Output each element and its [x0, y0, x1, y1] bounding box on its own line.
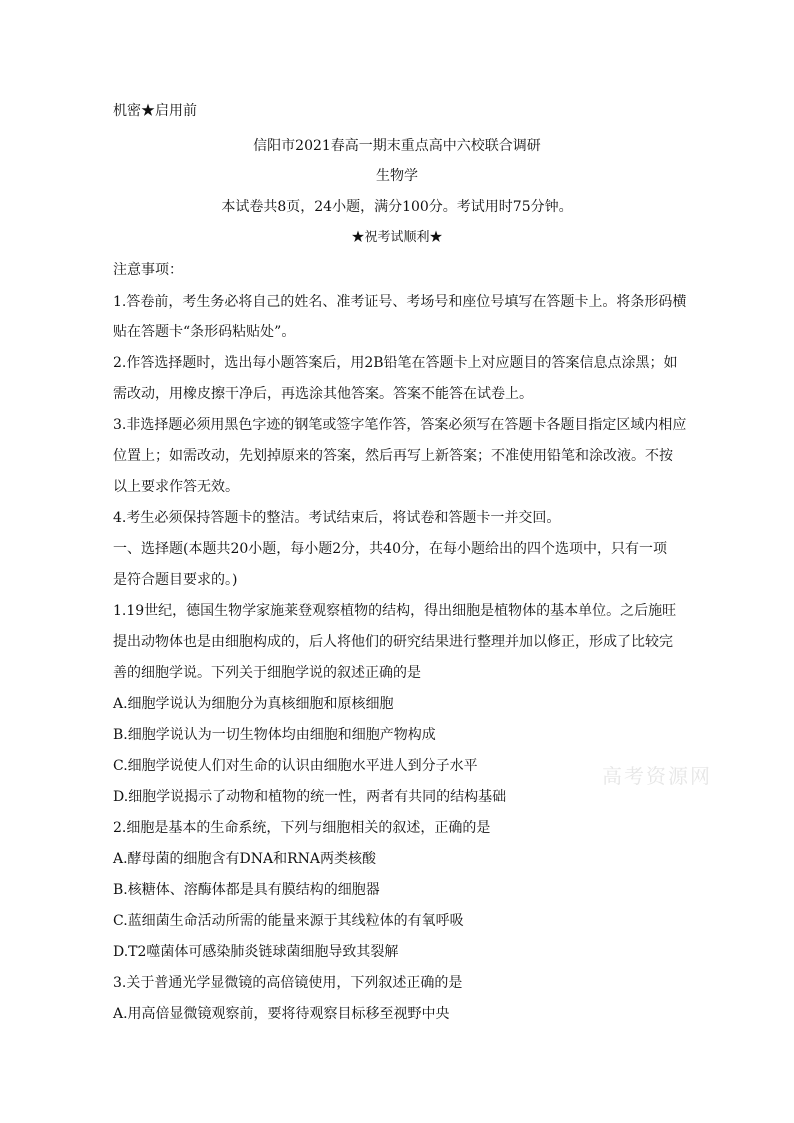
question-2-option-d: D.T2噬菌体可感染肺炎链球菌细胞导致其裂解	[113, 944, 399, 960]
question-3-option-a: A.用高倍显微镜观察前，要将待观察目标移至视野中央	[113, 1006, 450, 1022]
notice-line: 3.非选择题必须用黑色字迹的钢笔或签字笔作答，答案必须写在答题卡各题目指定区域内相应	[113, 417, 687, 433]
notice-line: 以上要求作答无效。	[113, 479, 239, 495]
confidential-label: 机密★启用前	[113, 103, 197, 119]
subject-title: 生物学	[376, 168, 418, 184]
exam-info: 本试卷共8页，24小题，满分100分。考试用时75分钟。	[221, 199, 573, 215]
question-1-option-a: A.细胞学说认为细胞分为真核细胞和原核细胞	[113, 696, 394, 712]
exam-title: 信阳市2021春高一期末重点高中六校联合调研	[253, 138, 541, 154]
question-1-option-d: D.细胞学说揭示了动物和植物的统一性，两者有共同的结构基础	[113, 789, 507, 805]
question-1-option-c: C.细胞学说使人们对生命的认识由细胞水平进人到分子水平	[113, 758, 478, 774]
notice-heading: 注意事项：	[113, 262, 183, 278]
question-2-option-b: B.核糖体、溶酶体都是具有膜结构的细胞器	[113, 882, 380, 898]
notice-line: 位置上；如需改动，先划掉原来的答案，然后再写上新答案；不准使用铅笔和涂改液。不按	[113, 448, 673, 464]
watermark: 高考资源网	[602, 764, 712, 788]
question-3-stem: 3.关于普通光学显微镜的高倍镜使用，下列叙述正确的是	[113, 975, 463, 991]
notice-line: 贴在答题卡“条形码粘贴处”。	[113, 324, 296, 340]
question-1-stem: 提出动物体也是由细胞构成的，后人将他们的研究结果进行整理并加以修正，形成了比较完	[113, 634, 673, 650]
notice-line: 1.答卷前，考生务必将自己的姓名、准考证号、考场号和座位号填写在答题卡上。将条形码横	[113, 294, 687, 310]
question-2-option-c: C.蓝细菌生命活动所需的能量来源于其线粒体的有氧呼吸	[113, 913, 464, 929]
question-2-option-a: A.酵母菌的细胞含有DNA和RNA两类核酸	[113, 851, 377, 867]
wish-line: ★祝考试顺利★	[351, 230, 443, 245]
notice-line: 需改动，用橡皮擦干净后，再选涂其他答案。答案不能答在试卷上。	[113, 386, 533, 402]
question-1-stem: 1.19世纪，德国生物学家施莱登观察植物的结构，得出细胞是植物体的基本单位。之后施旺	[113, 603, 677, 619]
notice-line: 4.考生必须保持答题卡的整洁。考试结束后，将试卷和答题卡一并交回。	[113, 510, 561, 526]
notice-line: 2.作答选择题时，选出每小题答案后，用2B铅笔在答题卡上对应题目的答案信息点涂黑；如	[113, 355, 678, 371]
question-1-option-b: B.细胞学说认为一切生物体均由细胞和细胞产物构成	[113, 727, 436, 743]
question-1-stem: 善的细胞学说。下列关于细胞学说的叙述正确的是	[113, 665, 421, 681]
section-heading-cont: 是符合题目要求的。)	[113, 572, 238, 588]
section-heading: 一、选择题(本题共20小题，每小题2分，共40分，在每小题给出的四个选项中，只有一项	[113, 541, 667, 557]
question-2-stem: 2.细胞是基本的生命系统，下列与细胞相关的叙述，正确的是	[113, 820, 491, 836]
